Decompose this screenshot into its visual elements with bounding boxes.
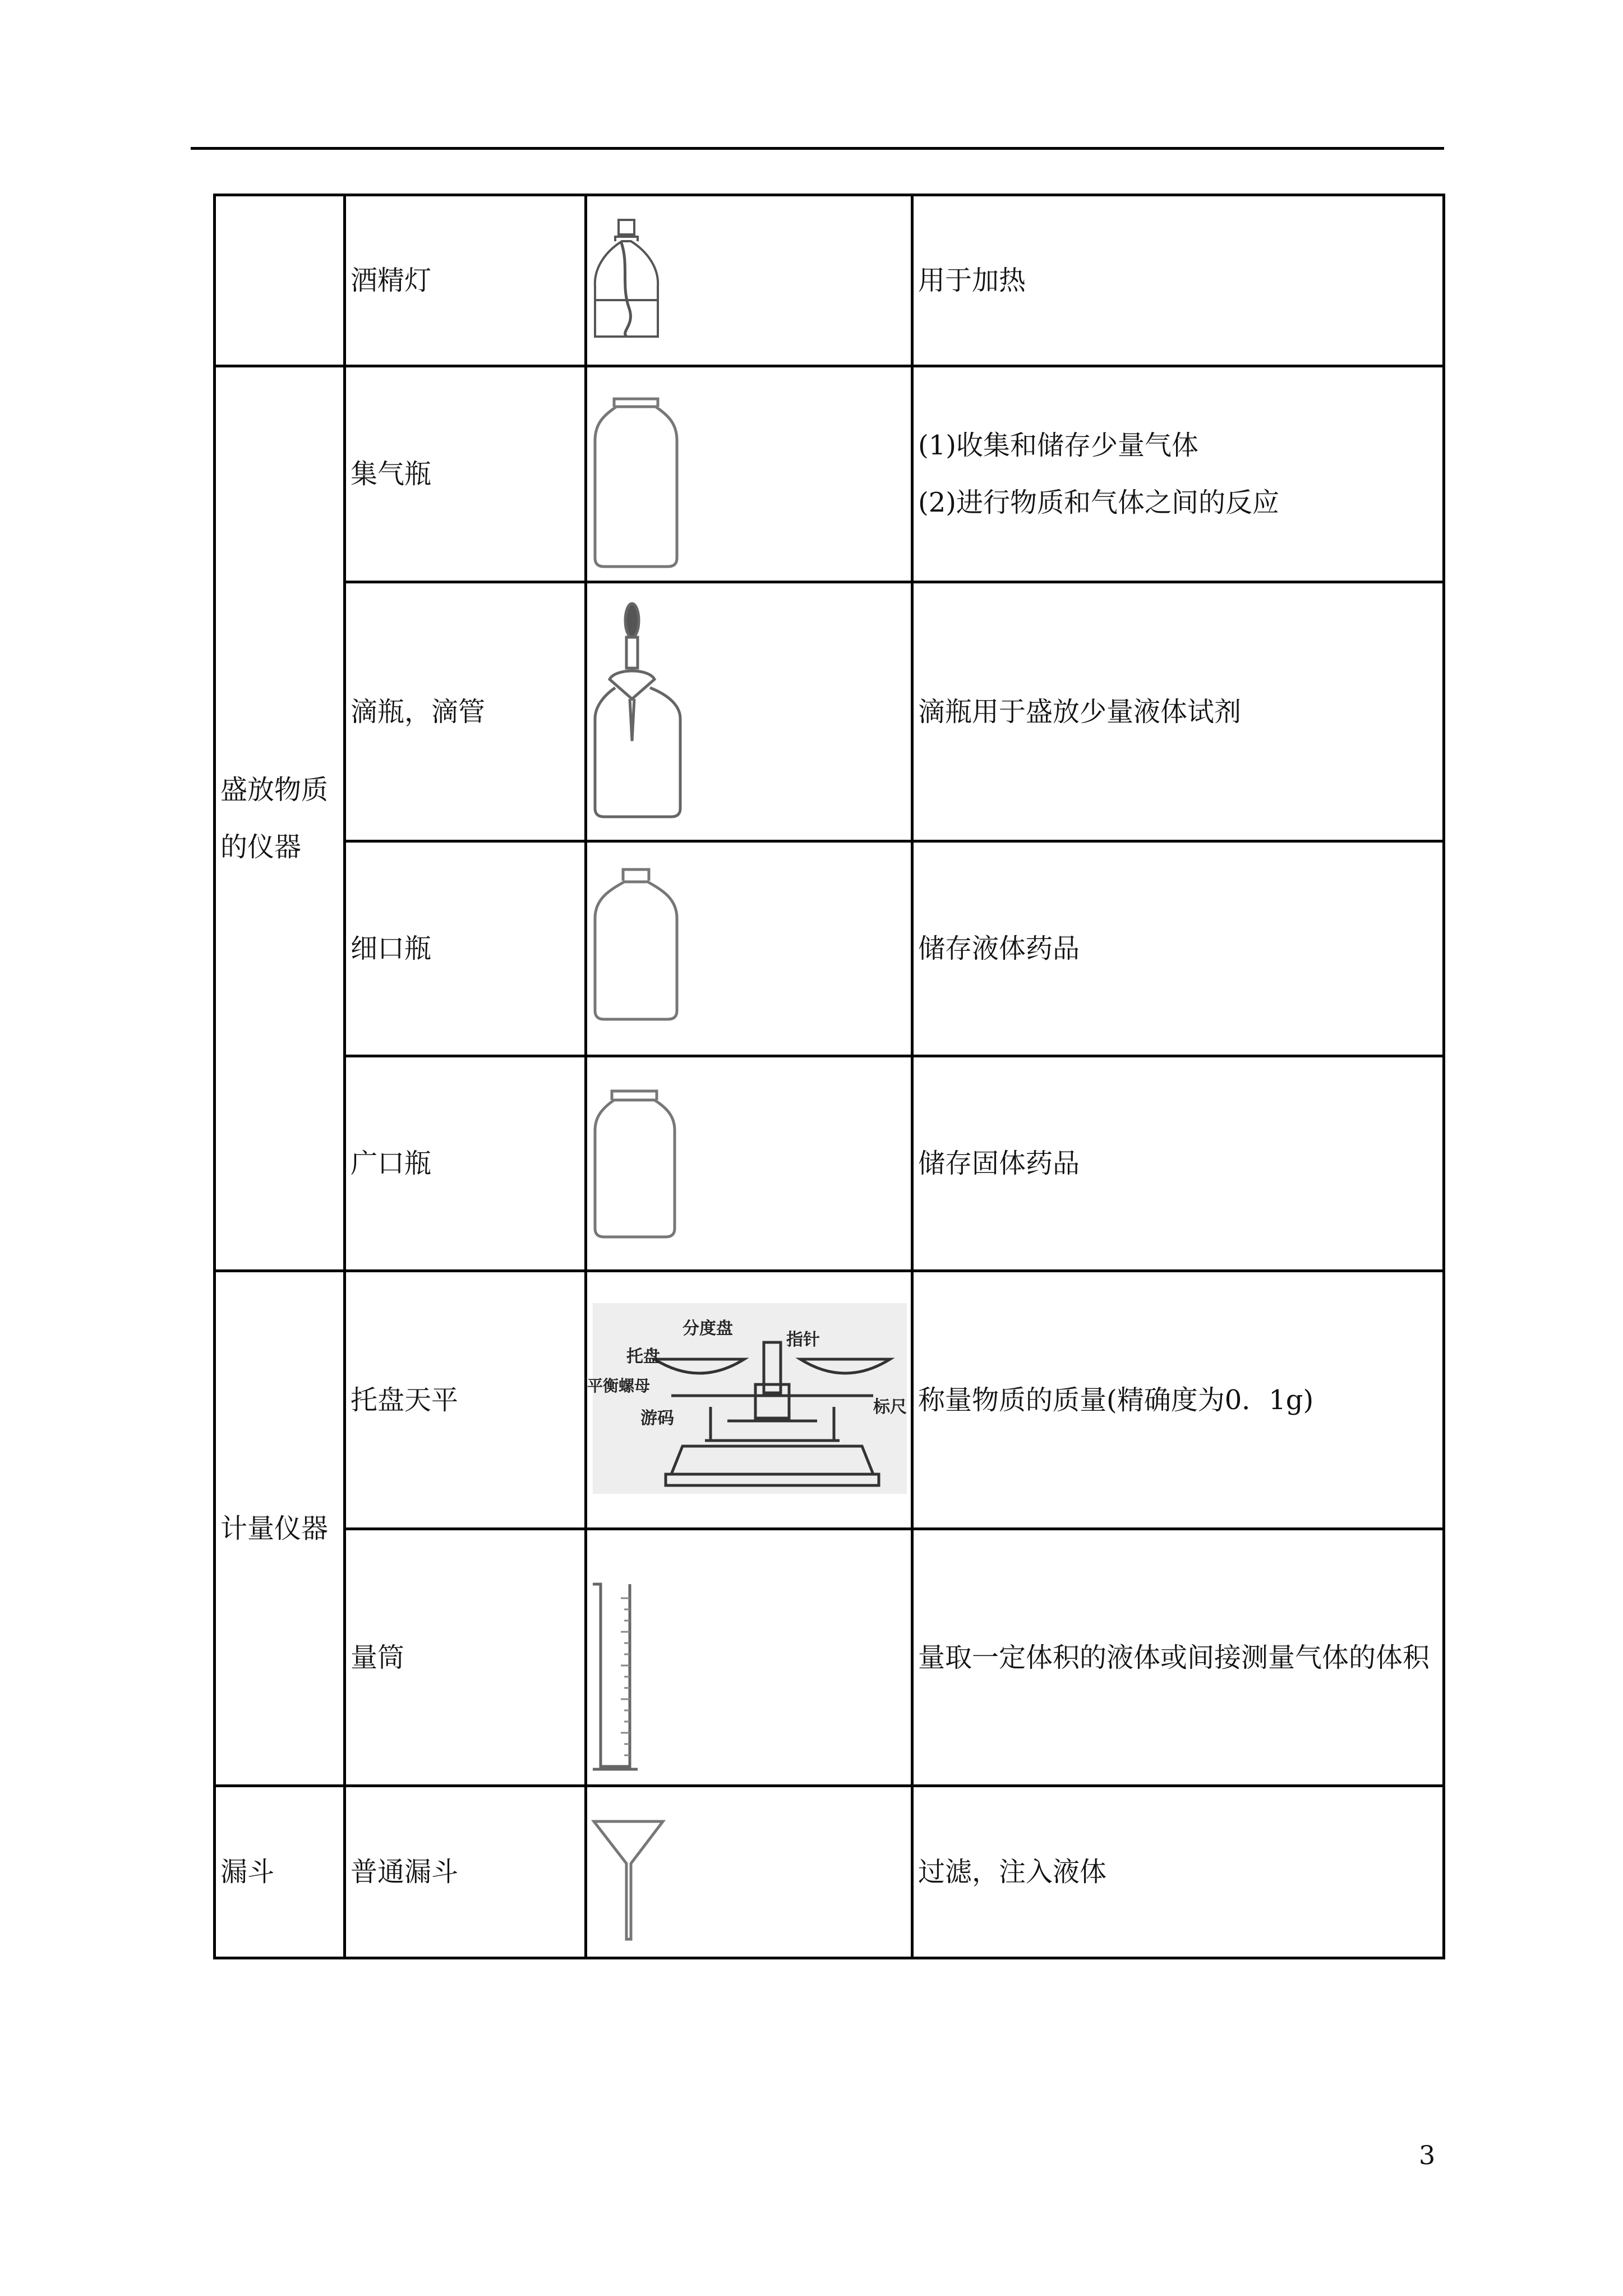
category-funnel: 漏斗 <box>215 1786 345 1958</box>
instrument-name: 普通漏斗 <box>345 1786 586 1958</box>
instrument-name: 滴瓶，滴管 <box>345 582 586 841</box>
category-measuring: 计量仪器 <box>215 1271 345 1786</box>
balance-label-dial: 分度盘 <box>683 1319 733 1338</box>
wide-mouth-bottle-icon <box>586 1056 912 1271</box>
instrument-desc: (1)收集和储存少量气体 (2)进行物质和气体之间的反应 <box>912 366 1444 582</box>
balance-label-scale: 标尺 <box>873 1397 907 1417</box>
table-row <box>215 195 1444 366</box>
instrument-desc: 储存固体药品 <box>912 1056 1444 1271</box>
instrument-desc: 滴瓶用于盛放少量液体试剂 <box>912 582 1444 841</box>
balance-label-pan: 托盘 <box>626 1347 660 1366</box>
header-rule <box>191 147 1444 150</box>
table-row <box>215 582 1444 841</box>
graduated-cylinder-icon <box>586 1529 912 1786</box>
page-number: 3 <box>1419 2140 1436 2170</box>
instrument-name: 细口瓶 <box>345 841 586 1056</box>
balance-label-rider: 游码 <box>640 1409 674 1428</box>
instrument-desc: 用于加热 <box>912 195 1444 366</box>
table-row <box>215 841 1444 1056</box>
category-containers: 盛放物质的仪器 <box>215 366 345 1271</box>
balance-label-nut: 平衡螺母 <box>587 1377 651 1395</box>
instrument-name: 量筒 <box>345 1529 586 1786</box>
instrument-desc: 储存液体药品 <box>912 841 1444 1056</box>
alcohol-lamp-icon <box>586 195 912 366</box>
balance-scale-icon <box>586 1271 912 1529</box>
table-row <box>215 366 1444 582</box>
instrument-desc: 称量物质的质量(精确度为0．1g) <box>912 1271 1444 1529</box>
instrument-desc: 量取一定体积的液体或间接测量气体的体积 <box>912 1529 1444 1786</box>
instrument-table <box>213 194 1445 1959</box>
instrument-name: 广口瓶 <box>345 1056 586 1271</box>
narrow-mouth-bottle-icon <box>586 841 912 1056</box>
table-row <box>215 1529 1444 1786</box>
table-row <box>215 1786 1444 1958</box>
balance-label-pointer: 指针 <box>786 1330 820 1350</box>
instrument-name: 托盘天平 <box>345 1271 586 1529</box>
table-row <box>215 1271 1444 1529</box>
instrument-name: 集气瓶 <box>345 366 586 582</box>
table-row <box>215 1056 1444 1271</box>
funnel-icon <box>586 1786 912 1958</box>
category-cell-empty <box>215 195 345 366</box>
gas-collecting-bottle-icon <box>586 366 912 582</box>
instrument-desc: 过滤，注入液体 <box>912 1786 1444 1958</box>
instrument-name: 酒精灯 <box>345 195 586 366</box>
dropper-bottle-icon <box>586 582 912 841</box>
